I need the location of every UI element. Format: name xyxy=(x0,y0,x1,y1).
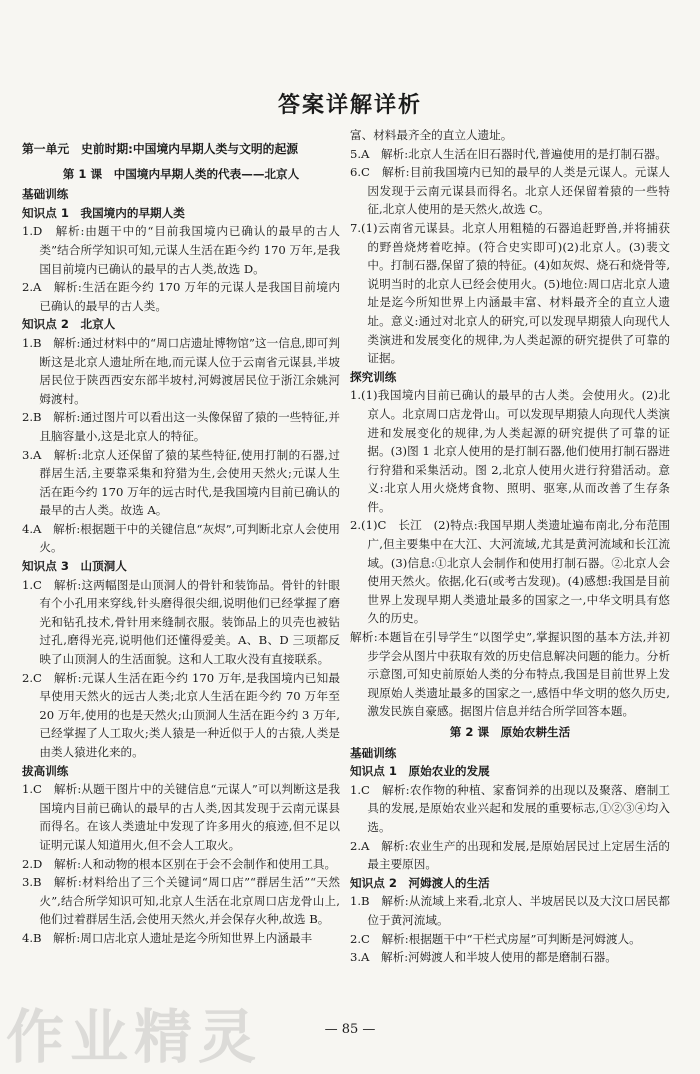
unit-heading: 第一单元 史前时期:中国境内早期人类与文明的起源 xyxy=(22,142,299,156)
answer-item: 2.A 解析:生活在距今约 170 万年的元谋人是我国目前境内已确认的最早的古人类。 xyxy=(22,280,340,313)
answer-item: 1.C 解析:农作物的种植、家畜饲养的出现以及聚落、磨制工具的发展,是原始农业兴起和发展的重要标志,①②③④均入选。 xyxy=(350,782,670,834)
answer-item: 1.C 解析:这两幅图是山顶洞人的骨针和装饰品。骨针的针眼有个小孔用来穿线,针头磨得很尖细,说明他们已经掌握了磨光和钻孔技术,骨针用来缝制衣服。装饰品上的贝壳也被钻过孔,磨得光亮,说明他们还懂得爱美。A、B、D 三项都反映了山顶洞人的生活面貌。这和人工取火没有直接联系。 xyxy=(22,577,340,667)
answer-item: 5.A 解析:北京人生活在旧石器时代,普遍使用的是打制石器。 xyxy=(350,146,667,161)
watermark: 作业精灵 xyxy=(6,1003,263,1071)
answer-item: 2.B 解析:通过图片可以看出这一头像保留了猿的一些特征,并且脑容量小,这是北京人的特征。 xyxy=(22,410,340,443)
section-heading: 探究训练 xyxy=(350,369,397,384)
lesson-heading: 第 2 课 原始农耕生活 xyxy=(449,725,571,739)
answer-item: 1.C 解析:从题干图片中的关键信息“元谋人”可以判断这是我国境内目前已确认的最早的古人类,因其发现于云南元谋县而得名。在该人类遗址中发现了许多用火的痕迹,但不足以证明元谋人知道用火,但不会人工取火。 xyxy=(22,782,340,852)
knowledge-point-heading: 知识点 2 河姆渡人的生活 xyxy=(350,875,490,890)
answer-item: 4.A 解析:根据题干中的关键信息“灰烬”,可判断北京人会使用火。 xyxy=(22,521,340,555)
page-title: 答案详解详析 xyxy=(277,93,422,118)
page-number: — 85 — xyxy=(324,1022,376,1037)
knowledge-point-heading: 知识点 3 山顶洞人 xyxy=(22,559,127,574)
answer-item: 3.B 解析:材料给出了三个关键词“周口店”“群居生活”“天然火”,结合所学知识可知,北京人生活在北京周口店龙骨山上,他们过着群居生活,会使用天然火,并会保存火种,故选 B。 xyxy=(22,875,340,927)
answer-item: 6.C 解析:目前我国境内已知的最早的人类是元谋人。元谋人因发现于云南元谋县而得名。北京人还保留着猿的一些特征,北京人使用的是天然火,故选 C。 xyxy=(350,165,670,217)
answer-item: 2.(1)C 长江 (2)特点:我国早期人类遗址遍布南北,分布范围广,但主要集中在大江、大河流域,尤其是黄河流域和长江流域。(3)信息:①北京人会制作和使用打制石器。②北京人会使用天然火。依据,化石(或考古发现)。(4)感想:我国是目前世界上发现早期人类遗址最多的国家之一,中华文明具有悠久的历史。 xyxy=(350,518,670,626)
section-heading: 基础训练 xyxy=(22,187,69,202)
answer-item: 1.(1)我国境内目前已确认的最早的古人类。会使用火。(2)北京人。北京周口店龙骨山。可以发现早期猿人向现代人类演进和发展变化的规律,为人类起源的研究提供了可靠的证据。(3)图 1 北京人使用的是打制石器,他们使用打制石器进行狩猎和采集活动。图 2,北京人使用火进行狩猎活动。意义:北京人用火烧烤食物、照明、驱寒,从而改善了生存条件。 xyxy=(350,388,670,514)
knowledge-point-heading: 知识点 1 我国境内的早期人类 xyxy=(22,205,185,220)
answer-item: 3.A 解析:北京人还保留了猿的某些特征,使用打制的石器,过群居生活,主要靠采集和狩猎为生,会使用天然火;元谋人生活在距今约 170 万年的远古时代,是我国境内目前已确认的最早的古人类。故选 A。 xyxy=(22,447,340,518)
lesson-heading: 第 1 课 中国境内早期人类的代表——北京人 xyxy=(62,166,300,181)
answer-item: 2.C 解析:元谋人生活在距今约 170 万年,是我国境内已知最早使用天然火的远古人类;北京人生活在距今约 70 万年至 20 万年,使用的也是天然火;山顶洞人生活在距今约 3 万年,已经掌握了人工取火;类人猿是一种近似于人的古猿,人类是由类人猿进化来的。 xyxy=(22,670,340,759)
answer-item: 3.A 解析:河姆渡人和半坡人使用的都是磨制石器。 xyxy=(350,950,617,965)
answer-item: 1.D 解析:由题干中的“目前我国境内已确认的最早的古人类”结合所学知识可知,元谋人生活在距今约 170 万年,是我国目前境内已确认的最早的古人类,故选 D。 xyxy=(22,224,340,276)
answer-item: 1.B 解析:通过材料中的“周口店遗址博物馆”这一信息,即可判断这是北京人遗址所在地,而元谋人位于云南省元谋县,半坡居民位于陕西西安东部半坡村,河姆渡居民位于浙江余姚河姆渡村。 xyxy=(22,335,340,406)
knowledge-point-heading: 知识点 2 北京人 xyxy=(22,317,116,332)
right-column xyxy=(350,126,670,967)
answer-item: 2.A 解析:农业生产的出现和发展,是原始居民过上定居生活的最主要原因。 xyxy=(350,838,670,872)
section-heading: 拔高训练 xyxy=(22,763,69,778)
answer-item: 2.D 解析:人和动物的根本区别在于会不会制作和使用工具。 xyxy=(22,856,337,871)
answer-item: 2.C 解析:根据题干中“干栏式房屋”可判断是河姆渡人。 xyxy=(350,931,641,946)
answer-item: 4.B 解析:周口店北京人遗址是迄今所知世界上内涵最丰 xyxy=(22,930,313,945)
left-column xyxy=(22,140,340,948)
answer-item: 解析:本题旨在引导学生“以图学史”,掌握识图的基本方法,并初步学会从图片中获取有效的历史信息解决问题的能力。分析示意图,可知史前原始人类的分布特点,我国是目前世界上发现原始人类遗址最多的国家之一,感悟中华文明的悠久历史,激发民族自豪感。据图片信息并结合所学回答本题。 xyxy=(350,630,670,719)
section-heading: 基础训练 xyxy=(350,745,397,760)
paragraph: 富、材料最齐全的直立人遗址。 xyxy=(350,128,513,142)
answer-item: 7.(1)云南省元谋县。北京人用粗糙的石器追赶野兽,并将捕获的野兽烧烤着吃掉。(符合史实即可)(2)北京人。(3)裴文中。打制石器,保留了猿的特征。(4)如灰烬、烧石和烧骨等,说明当时的北京人已经会使用火。(5)地位:周口店北京人遗址是迄今所知世界上内涵最丰富、材料最齐全的直立人遗址。意义:通过对北京人的研究,可以发现早期猿人向现代人类演进和发展变化的规律,为人类起源的研究提供了可靠的证据。 xyxy=(350,220,670,366)
answer-item: 1.B 解析:从流域上来看,北京人、半坡居民以及大汶口居民都位于黄河流域。 xyxy=(350,894,670,927)
knowledge-point-heading: 知识点 1 原始农业的发展 xyxy=(350,764,490,779)
